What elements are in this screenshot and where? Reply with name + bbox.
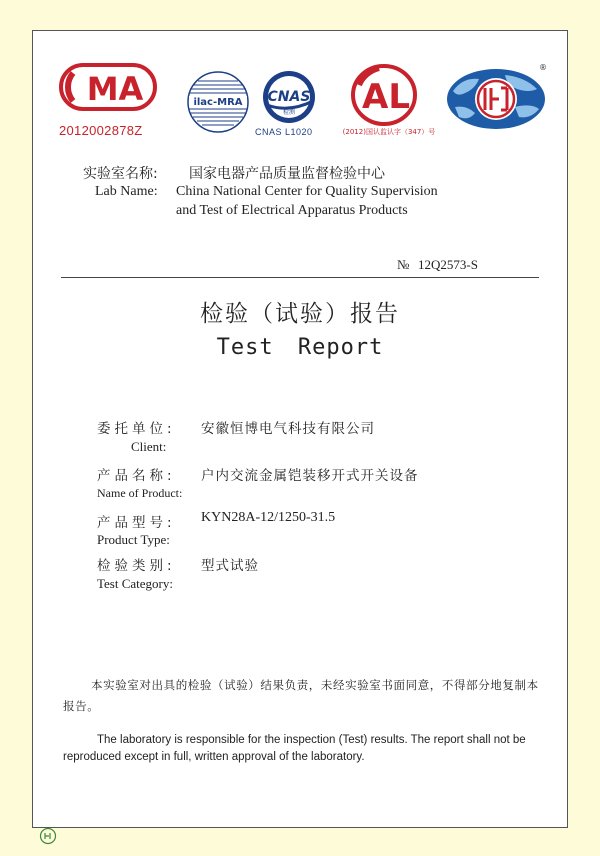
cma-logo-icon [59, 63, 157, 111]
product-type-label-cn: 产品型号: [97, 515, 176, 531]
client-label-cn: 委托单位: [97, 421, 176, 437]
ilac-mra-logo-icon [185, 69, 251, 135]
report-number-symbol: № [397, 257, 410, 272]
test-category-label-en: Test Category: [97, 576, 173, 591]
globe-logo-icon [445, 67, 547, 131]
cma-number: 2012002878Z [59, 123, 143, 138]
cal-code: (2012)国认监认字（347）号 [342, 128, 436, 136]
cnas-logo-text: CNAS [267, 89, 311, 105]
report-title-en: Test Report [216, 335, 384, 360]
seal-stamp-icon [39, 827, 57, 845]
lab-name-cn: 国家电器产品质量监督检验中心 [189, 166, 385, 182]
report-title-cn: 检验（试验）报告 [200, 301, 400, 327]
report-cover-sheet [32, 30, 568, 828]
test-category-label-cn: 检验类别: [97, 558, 176, 574]
cnas-code: CNAS L1020 [255, 127, 313, 137]
product-type-value: KYN28A-12/1250-31.5 [201, 510, 336, 525]
ilac-mra-logo-text: ilac-MRA [193, 97, 243, 108]
client-label-en: Client: [131, 439, 167, 454]
lab-name-cn-label: 实验室名称: [83, 166, 158, 182]
client-value: 安徽恒博电气科技有限公司 [201, 421, 375, 437]
cal-logo-text: AL [362, 77, 410, 117]
cal-logo-icon [349, 63, 419, 129]
product-name-label-en: Name of Product: [97, 486, 183, 500]
report-number: 12Q2573-S [418, 257, 478, 272]
notice-en: The laboratory is responsible for the inspection (Test) results. The report shall not be reproduced except in full, written approval of the laboratory. [63, 734, 526, 763]
lab-name-en-line1: China National Center for Quality Supervision [176, 184, 438, 199]
divider [61, 277, 539, 278]
registered-mark: ® [539, 63, 547, 72]
lab-name-en-label: Lab Name: [95, 184, 158, 199]
cma-logo-text: MA [86, 70, 144, 108]
cnas-logo-sub-text: 检测 [282, 109, 296, 116]
product-name-value: 户内交流金属铠装移开式开关设备 [201, 468, 419, 484]
cnas-logo-icon [253, 69, 323, 129]
product-name-label-cn: 产品名称: [97, 468, 176, 484]
product-type-label-en: Product Type: [97, 532, 170, 547]
test-category-value: 型式试验 [201, 558, 259, 574]
lab-name-en-line2: and Test of Electrical Apparatus Products [176, 203, 408, 218]
notice-cn: 本实验室对出具的检验（试验）结果负责，未经实验室书面同意，不得部分地复制本报告。 [63, 678, 539, 713]
